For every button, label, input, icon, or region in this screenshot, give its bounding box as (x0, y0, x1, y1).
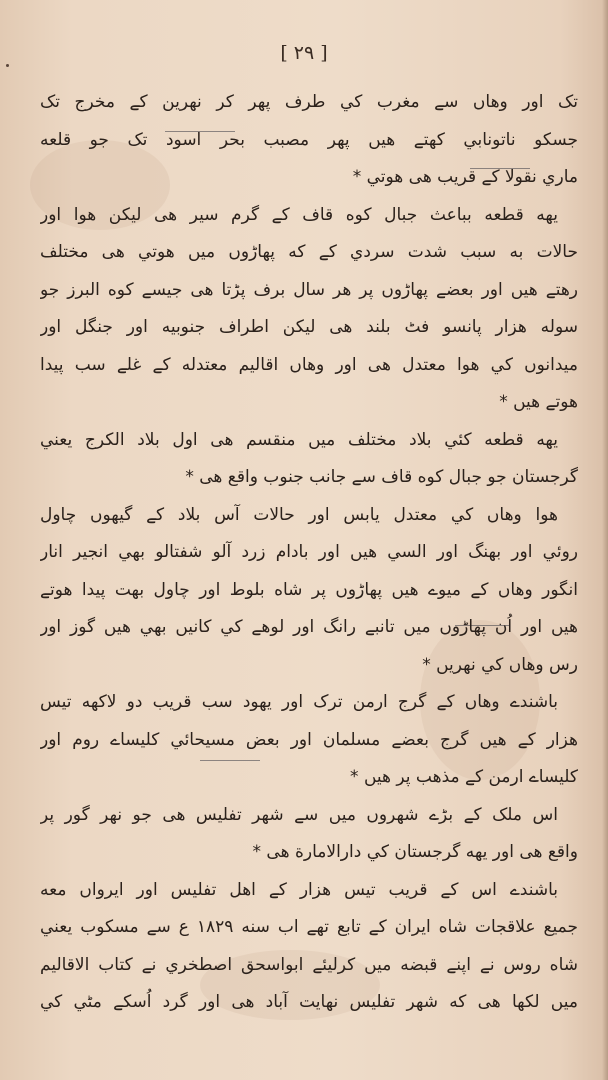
text-line: ماري نقولا کے قريب هی هوتي * (352, 167, 578, 187)
text-line: باشندے اس کے قريب تيس هزار کے اهل تفليس اور ايرواں معه (40, 879, 558, 900)
text-line: رس وهاں کي نهريں * (422, 654, 578, 675)
text-line: تک اور وهاں سے مغرب کي طرف پهر کر نهرين کے مخرج تک (40, 92, 578, 112)
text-line: ميدانوں کي هوا معتدل هی اور وهاں اقاليم معتدله کے غلے سب پيدا (40, 354, 578, 375)
page-edge-shadow (602, 0, 608, 1080)
text-line: هوا وهاں کي معتدل يابس اور حالات آس بلاد کے گيهوں چاول (40, 504, 558, 525)
text-line: هوتے هيں * (499, 392, 578, 412)
text-line: اس ملک کے بڑے شهروں ميں سے شهر تفليس هی جو نهر گور پر (40, 804, 558, 825)
text-line: باشندے وهاں کے گرج ارمن ترک اور يهود سب قريب دو لاکهه تيس (40, 692, 558, 712)
text-line: يهه قطعه بباعث جبال کوه قاف کے گرم سير هی ليکن هوا اور (40, 204, 558, 225)
text-line: شاه روس نے اپنے قبضه ميں کرليئے ابواسحق اصطخري نے کتاب الاقاليم (40, 954, 578, 975)
text-line: جميع علاقجات شاه ايران کے تابع تهے اب سنه ۱۸۲۹ ع سے مسکوب يعني (40, 917, 578, 937)
text-line: روئي اور بهنگ اور السي هيں اور بادام زرد آلو شفتالو بهي انجير انار (40, 542, 578, 562)
text-line: رهتے هيں اور بعضے پهاڑوں پر هر سال برف پڑتا هی جيسے کوه البرز جو (40, 279, 578, 300)
text-line: ميں لکها هی که شهر تفليس نهايت آباد هی اور گرد اُسکے مٹي کي (40, 992, 578, 1012)
text-line: يهه قطعه کئي بلاد مختلف ميں منقسم هی اول بلاد الکرج يعني (40, 429, 558, 450)
text-line: حالات به سبب شدت سردي کے که پهاڑوں ميں هوتي هی مختلف (40, 242, 578, 262)
text-line: واقع هی اور يهه گرجستان کي دارالامارة هی * (252, 842, 578, 862)
text-line: هيں اور اُن پهاڑوں ميں تانبے رانگ اور لوهے کي کانيں بهي هيں گوز اور (40, 617, 578, 637)
text-line: سوله هزار پانسو فٹ بلند هی ليکن اطراف جنوبيه اور جنگل اور (40, 317, 578, 337)
text-line: کليساے ارمن کے مذهب پر هيں * (350, 767, 578, 787)
text-line: گرجستان جو جبال کوه قاف سے جانب جنوب واقع هی * (185, 467, 578, 487)
text-line: هزار کے هيں گرج بعضے مسلمان اور بعض مسيحائي کليساے روم اور (40, 729, 578, 750)
ink-speck (6, 64, 9, 67)
page-number: [ ۲۹ ] (280, 42, 328, 64)
text-line: جسکو ناتونابي کهتے هيں پهر مصبب بحر اسود تک جو قلعه (40, 129, 578, 150)
text-line: انگور وهاں کے ميوے هيں پهاڑوں پر شاه بلوط اور چاول بهت پيدا هوتے (40, 579, 578, 600)
body-text (40, 84, 578, 1022)
